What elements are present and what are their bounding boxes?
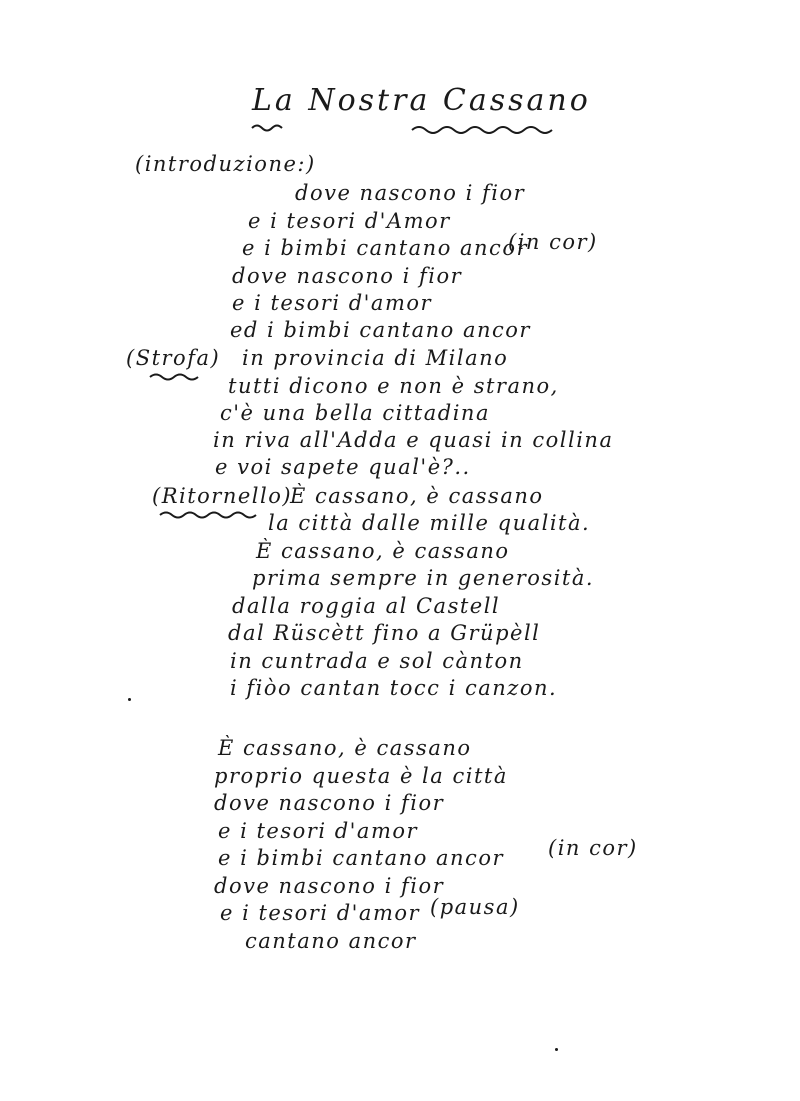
finale-note-in-cor: (in cor) <box>548 836 638 860</box>
strofa-line-5: e voi sapete qual'è?.. <box>215 455 471 479</box>
section-label-strofa: (Strofa) <box>126 346 221 370</box>
title-underline <box>252 122 552 136</box>
finale-line-3: dove nascono i fior <box>214 791 445 815</box>
ritornello-line-1: È cassano, è cassano <box>290 484 544 508</box>
ritornello-line-3: È cassano, è cassano <box>256 539 510 563</box>
intro-line-6: ed i bimbi cantano ancor <box>230 318 531 342</box>
section-label-ritornello: (Ritornello) <box>152 484 293 508</box>
finale-note-pausa: (pausa) <box>430 895 520 919</box>
strofa-line-2: tutti dicono e non è strano, <box>228 374 559 398</box>
intro-line-4: dove nascono i fior <box>232 264 463 288</box>
finale-line-7: e i tesori d'amor <box>220 901 421 925</box>
intro-line-5: e i tesori d'amor <box>232 291 433 315</box>
intro-line-2: e i tesori d'Amor <box>248 209 451 233</box>
strofa-underline <box>150 372 210 384</box>
ritornello-line-2: la città dalle mille qualità. <box>268 511 591 535</box>
intro-note: (in cor) <box>508 230 598 254</box>
strofa-line-3: c'è una bella cittadina <box>220 401 490 425</box>
finale-line-4: e i tesori d'amor <box>218 819 419 843</box>
intro-line-1: dove nascono i fior <box>295 181 526 205</box>
ritornello-underline <box>160 510 270 522</box>
finale-line-1: È cassano, è cassano <box>218 736 472 760</box>
strofa-line-1: in provincia di Milano <box>242 346 509 370</box>
strofa-line-4: in riva all'Adda e quasi in collina <box>213 428 614 452</box>
page-title: La Nostra Cassano <box>252 83 591 118</box>
intro-line-3: e i bimbi cantano ancor <box>242 236 528 260</box>
finale-line-5: e i bimbi cantano ancor <box>218 846 504 870</box>
ritornello-line-8: i fiòo cantan tocc i canzon. <box>230 676 558 700</box>
finale-line-8: cantano ancor <box>245 929 417 953</box>
ritornello-line-7: in cuntrada e sol cànton <box>230 649 524 673</box>
section-label-introduction: (introduzione:) <box>135 152 316 176</box>
ritornello-line-6: dal Rüscètt fino a Grüpèll <box>228 621 541 645</box>
ritornello-line-4: prima sempre in generosità. <box>252 566 595 590</box>
scan-speck <box>128 698 131 701</box>
finale-line-2: proprio questa è la città <box>214 764 508 788</box>
finale-line-6: dove nascono i fior <box>214 874 445 898</box>
ritornello-line-5: dalla roggia al Castell <box>232 594 501 618</box>
scan-speck <box>555 1048 558 1051</box>
